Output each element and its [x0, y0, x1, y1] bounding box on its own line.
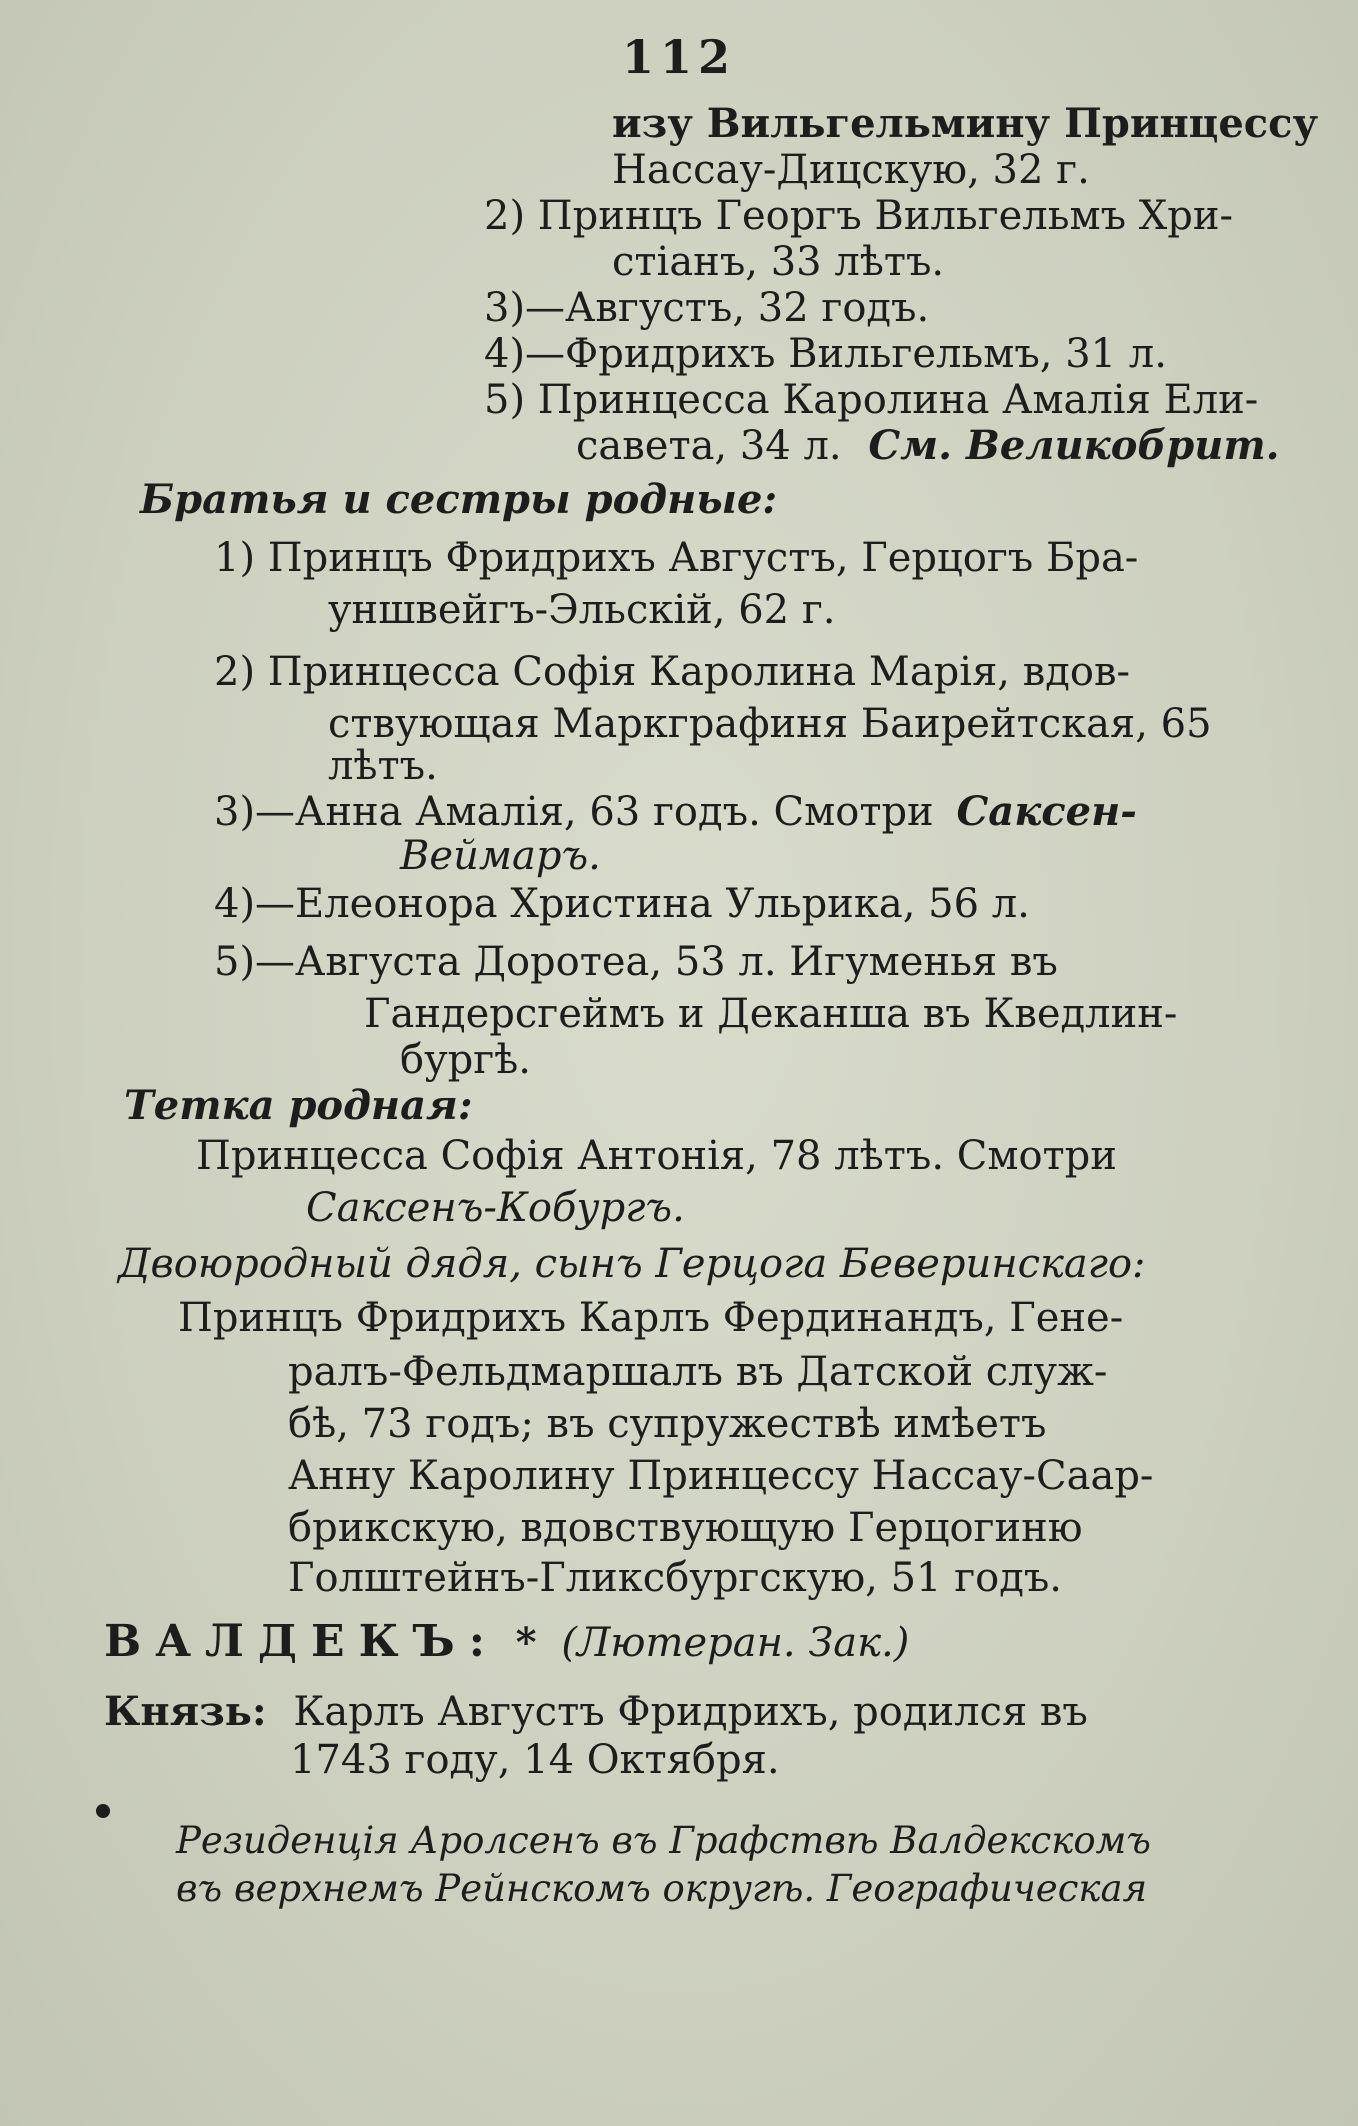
- text-line: 5) Принцесса Каролина Амалія Ели-: [484, 377, 1259, 423]
- text-line: ствующая Маркграфиня Баирейтская, 65: [328, 701, 1212, 747]
- text-line: Принцъ Фридрихъ Карлъ Фердинандъ, Гене-: [178, 1295, 1124, 1341]
- text-line: изу Вильгельмину Принцессу: [612, 100, 1319, 147]
- footnote-marker: *: [515, 1619, 537, 1666]
- text-line: Голштейнъ-Гликсбургскую, 51 годъ.: [288, 1555, 1063, 1601]
- text-line: Нассау-Дицскую, 32 г.: [612, 147, 1090, 193]
- section-heading: Двоюродный дядя, сынъ Герцога Беверинскаго:: [118, 1241, 1146, 1287]
- text-line: 1) Принцъ Фридрихъ Августъ, Герцогъ Бра-: [214, 535, 1139, 581]
- text-line-main: 3)—Анна Амалія, 63 годъ. Смотри: [214, 789, 934, 835]
- text-line: лѣтъ.: [328, 743, 438, 789]
- title-label: Князь:: [104, 1688, 267, 1735]
- religion-note: (Лютеран. Зак.): [561, 1620, 910, 1666]
- text-line: бургѣ.: [400, 1037, 532, 1083]
- section-heading: Тетка родная:: [124, 1082, 473, 1129]
- text-line: 3)—Августъ, 32 годъ.: [484, 285, 930, 331]
- text-line: 4)—Елеонора Христина Ульрика, 56 л.: [214, 881, 1030, 927]
- cross-reference: См. Великобрит.: [868, 422, 1280, 469]
- text-line: [214, 788, 1137, 835]
- footnote-bullet: [96, 1804, 110, 1818]
- text-line: стіанъ, 33 лѣтъ.: [612, 239, 945, 285]
- text-line: брикскую, вдовствующую Герцогиню: [288, 1505, 1083, 1551]
- text-line: [104, 1688, 1088, 1735]
- text-line: 1743 году, 14 Октября.: [290, 1737, 780, 1783]
- section-title: [104, 1616, 910, 1667]
- text-line: уншвейгъ-Эльскій, 62 г.: [328, 587, 836, 633]
- text-line-main: савета, 34 л.: [576, 423, 842, 469]
- text-line: 2) Принцесса Софія Каролина Марія, вдов-: [214, 649, 1130, 695]
- page-number: 112: [621, 30, 737, 84]
- footnote-line: Резиденція Аролсенъ въ Графствѣ Валдекскомъ: [176, 1819, 1151, 1862]
- text-line-main: Карлъ Августъ Фридрихъ, родился въ: [293, 1689, 1088, 1735]
- text-line: Анну Каролину Принцессу Нассау-Саар-: [288, 1453, 1154, 1499]
- text-line: 2) Принцъ Георгъ Вильгельмъ Хри-: [484, 193, 1234, 239]
- text-line: бѣ, 73 годъ; въ супружествѣ имѣетъ: [288, 1401, 1047, 1447]
- text-line: 5)—Августа Доротеа, 53 л. Игуменья въ: [214, 939, 1058, 985]
- text-line: ралъ-Фельдмаршалъ въ Датской служ-: [288, 1349, 1108, 1395]
- principality-name: ВАЛДЕКЪ:: [104, 1616, 499, 1667]
- cross-reference: Веймаръ.: [400, 833, 601, 879]
- text-line: 4)—Фридрихъ Вильгельмъ, 31 л.: [484, 331, 1167, 377]
- text-line: Гандерсгеймъ и Деканша въ Кведлин-: [364, 991, 1178, 1037]
- text-line: [576, 422, 1280, 469]
- cross-reference: Саксен-: [956, 788, 1137, 835]
- footnote-line: въ верхнемъ Рейнскомъ округѣ. Географическая: [176, 1867, 1148, 1910]
- text-line: Принцесса Софія Антонія, 78 лѣтъ. Смотри: [196, 1133, 1117, 1179]
- section-heading: Братья и сестры родные:: [140, 476, 778, 523]
- cross-reference: Саксенъ-Кобургъ.: [306, 1185, 685, 1231]
